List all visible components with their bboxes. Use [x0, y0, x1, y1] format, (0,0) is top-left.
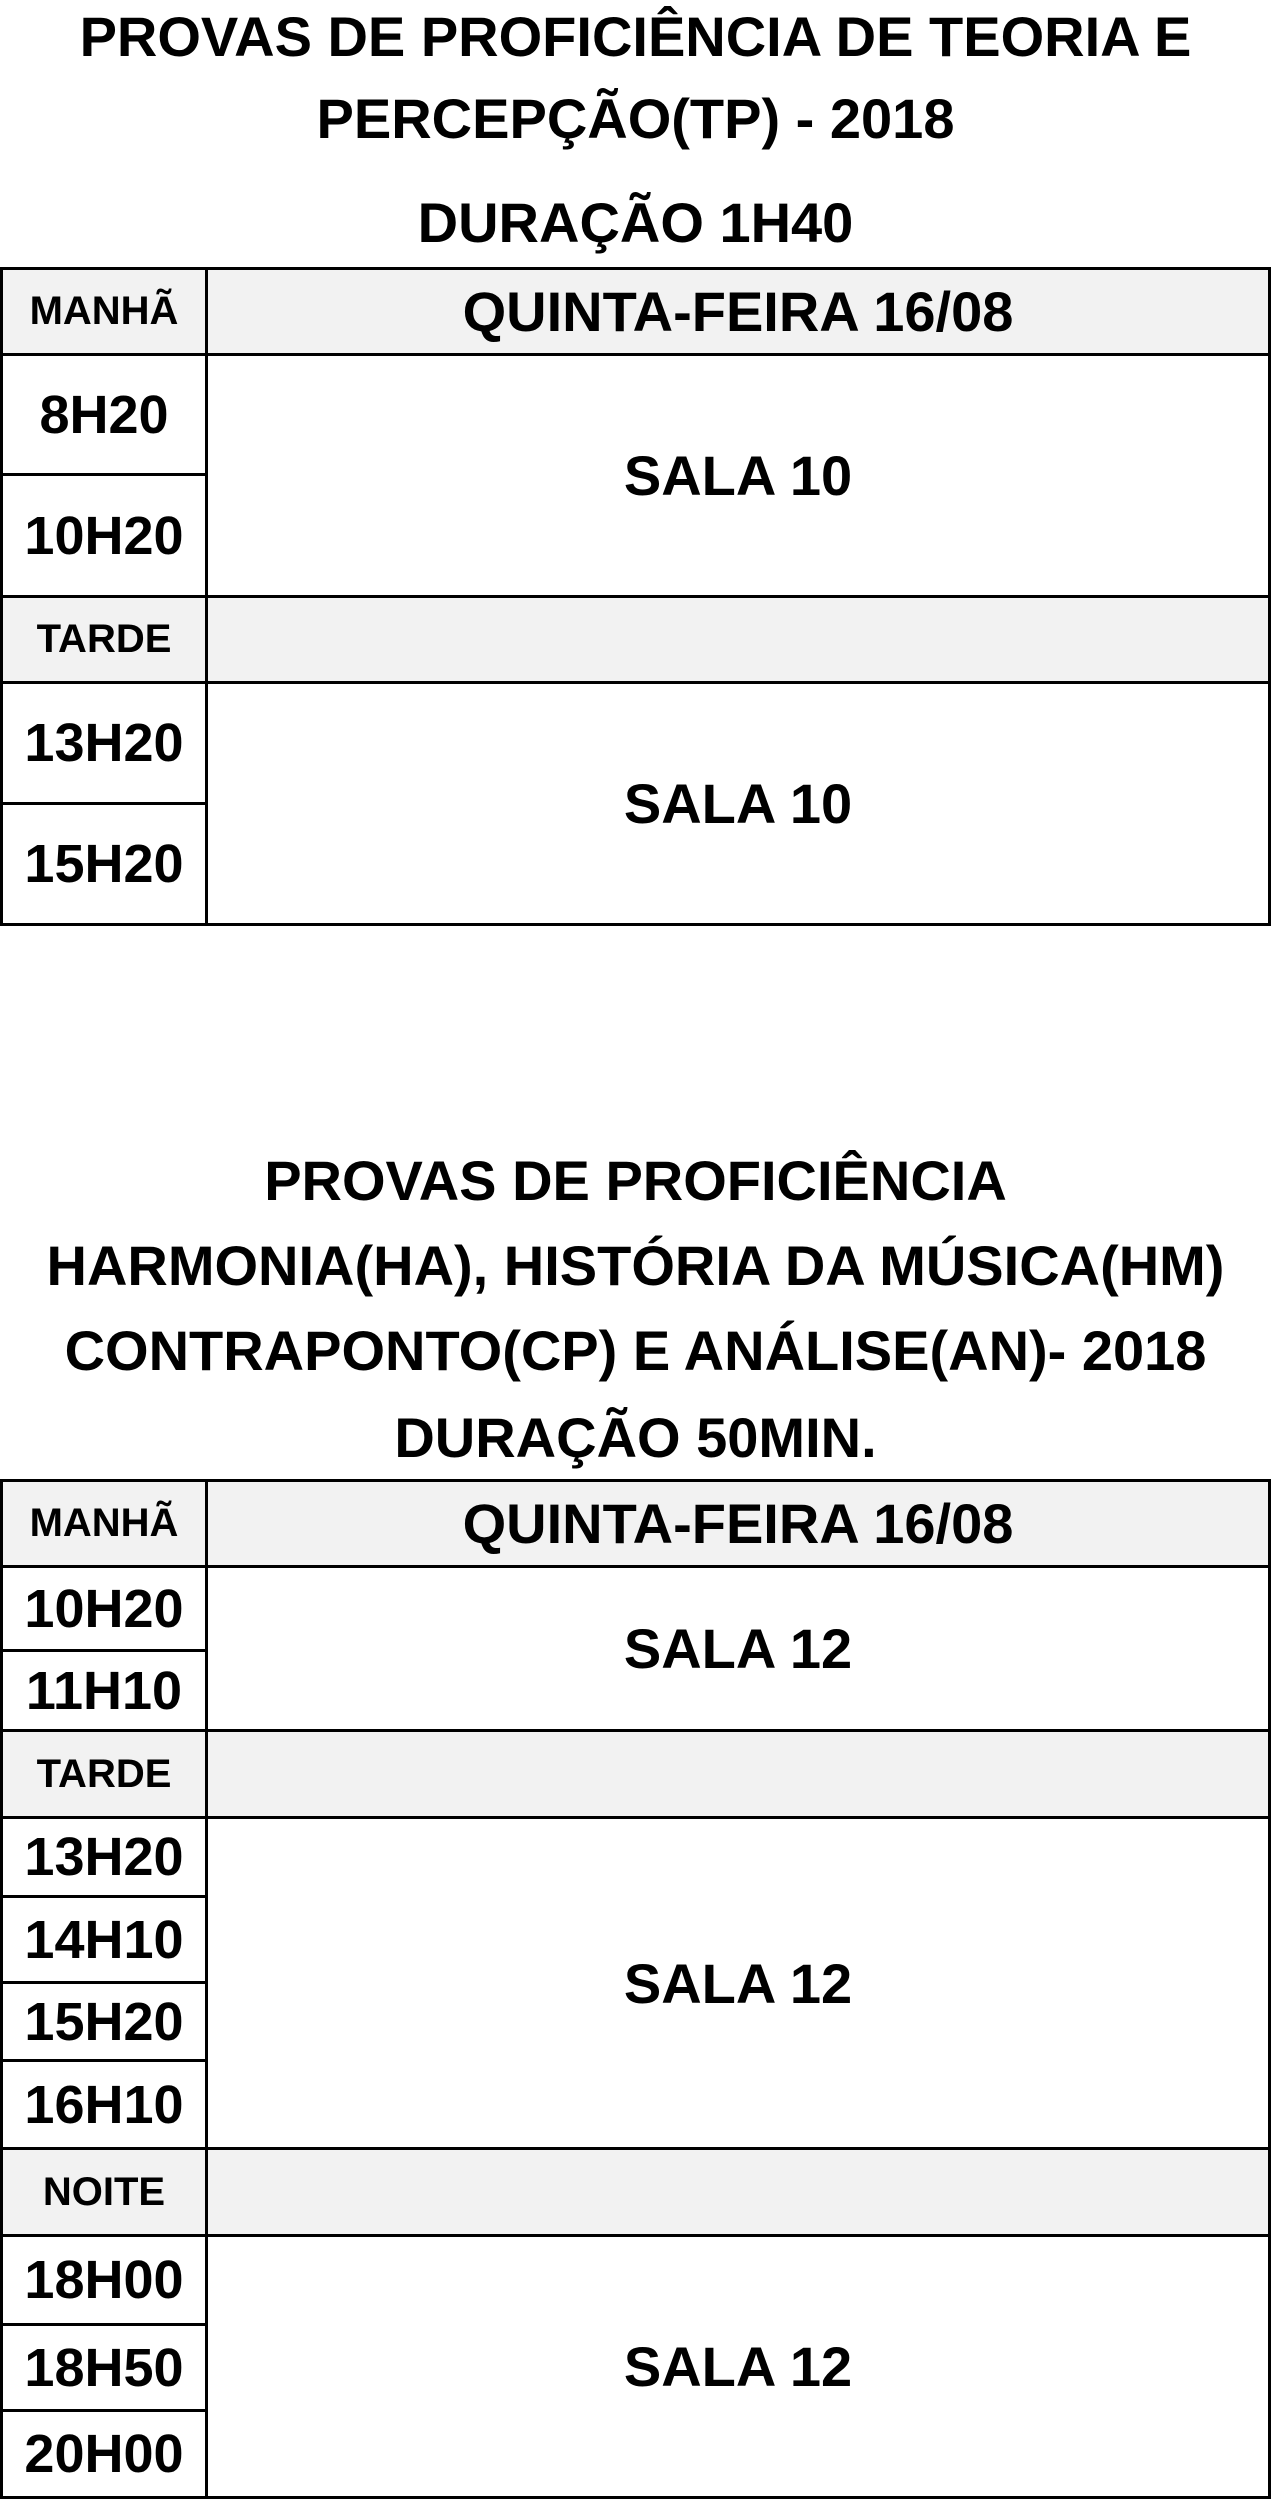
time-slot: 13H20	[0, 681, 208, 805]
time-slot: 18H00	[0, 2234, 208, 2326]
time-slot: 20H00	[0, 2409, 208, 2499]
room-assignment: SALA 12	[205, 2234, 1271, 2499]
time-slot: 10H20	[0, 473, 208, 598]
time-slot: 16H10	[0, 2059, 208, 2150]
time-slot: 10H20	[0, 1565, 208, 1652]
section1-title-line-1: PROVAS DE PROFICIÊNCIA DE TEORIA E	[79, 5, 1192, 68]
period-night-blank	[205, 2147, 1271, 2237]
period-afternoon-label: TARDE	[0, 595, 208, 684]
time-slot: 15H20	[0, 1981, 208, 2062]
time-slot: 8H20	[0, 353, 208, 476]
section1-duration: DURAÇÃO 1H40	[417, 191, 854, 254]
section2-title-line-3: CONTRAPONTO(CP) E ANÁLISE(AN)- 2018	[64, 1319, 1207, 1382]
room-assignment: SALA 10	[205, 681, 1271, 926]
day-header: QUINTA-FEIRA 16/08	[205, 1479, 1271, 1568]
section2-title-line-1: PROVAS DE PROFICIÊNCIA	[264, 1149, 1007, 1212]
room-assignment: SALA 12	[205, 1816, 1271, 2150]
period-afternoon-blank	[205, 1729, 1271, 1819]
time-slot: 14H10	[0, 1895, 208, 1984]
period-night-label: NOITE	[0, 2147, 208, 2237]
period-morning-label: MANHÃ	[0, 267, 208, 356]
time-slot: 18H50	[0, 2323, 208, 2412]
room-assignment: SALA 12	[205, 1565, 1271, 1732]
period-afternoon-label: TARDE	[0, 1729, 208, 1819]
section2-duration: DURAÇÃO 50MIN.	[394, 1406, 877, 1469]
period-morning-label: MANHÃ	[0, 1479, 208, 1568]
section2-title-line-2: HARMONIA(HA), HISTÓRIA DA MÚSICA(HM)	[46, 1234, 1225, 1297]
room-assignment: SALA 10	[205, 353, 1271, 598]
day-header: QUINTA-FEIRA 16/08	[205, 267, 1271, 356]
time-slot: 11H10	[0, 1649, 208, 1732]
time-slot: 15H20	[0, 802, 208, 926]
section1-title-line-2: PERCEPÇÃO(TP) - 2018	[316, 87, 955, 150]
time-slot: 13H20	[0, 1816, 208, 1898]
